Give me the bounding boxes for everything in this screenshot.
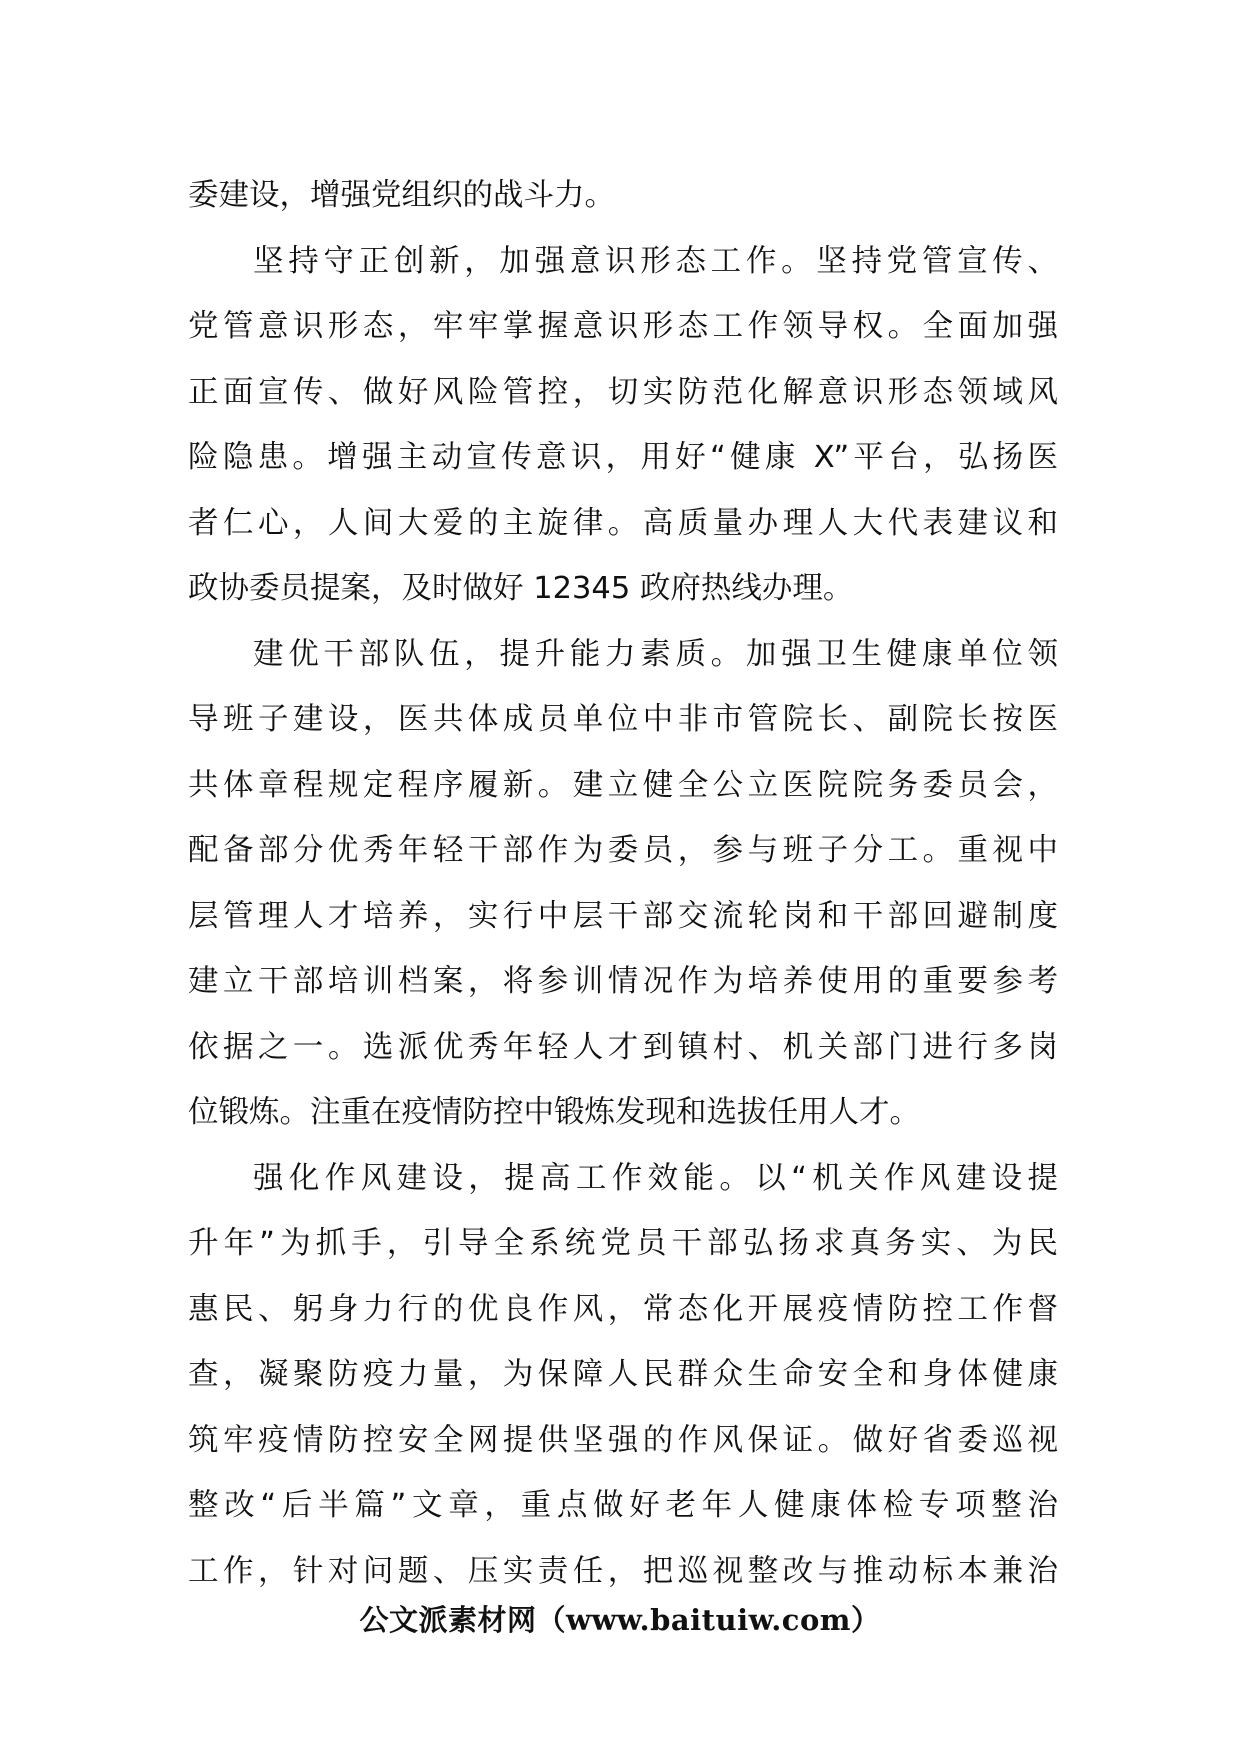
text-line: 导班子建设，医共体成员单位中非市管院长、副院长按医	[188, 702, 1058, 737]
text-line: 配备部分优秀年轻干部作为委员，参与班子分工。重视中	[188, 833, 1058, 868]
document-body	[188, 163, 1058, 1604]
text-line: 位锻炼。注重在疫情防控中锻炼发现和选拔任用人才。	[188, 1095, 920, 1130]
text-line: 升年”为抓手，引导全系统党员干部弘扬求真务实、为民	[188, 1226, 1058, 1261]
text-line: 惠民、躬身力行的优良作风，常态化开展疫情防控工作督	[188, 1291, 1058, 1327]
text-line: 者仁心，人间大爱的主旋律。高质量办理人大代表建议和	[188, 505, 1058, 541]
text-line: 正面宣传、做好风险管控，切实防范化解意识形态领域风	[188, 374, 1058, 410]
text-line: 建立干部培训档案，将参训情况作为培养使用的重要参考	[188, 964, 1058, 999]
text-line: 强化作风建设，提高工作效能。以“机关作风建设提	[253, 1160, 1058, 1196]
text-line: 建优干部队伍，提升能力素质。加强卫生健康单位领	[253, 636, 1058, 672]
text-line: 筑牢疫情防控安全网提供坚强的作风保证。做好省委巡视	[188, 1422, 1058, 1458]
text-line: 共体章程规定程序履新。建立健全公立医院院务委员会，	[188, 767, 1058, 803]
text-line: 整改“后半篇”文章，重点做好老年人健康体检专项整治	[188, 1488, 1058, 1523]
text-line: 工作，针对问题、压实责任，把巡视整改与推动标本兼治	[188, 1553, 1058, 1589]
text-line: 层管理人才培养，实行中层干部交流轮岗和干部回避制度	[188, 898, 1058, 934]
text-line: 险隐患。增强主动宣传意识，用好“健康 X”平台，弘扬医	[188, 440, 1058, 475]
text-line: 查，凝聚防疫力量，为保障人民群众生命安全和身体健康	[188, 1357, 1058, 1392]
text-line: 委建设，增强党组织的战斗力。	[188, 178, 615, 213]
text-line: 依据之一。选派优秀年轻人才到镇村、机关部门进行多岗	[188, 1029, 1058, 1065]
text-line: 政协委员提案，及时做好 12345 政府热线办理。	[188, 571, 854, 606]
footer-watermark: 公文派素材网（www.baituiw.com）	[359, 1603, 881, 1637]
text-line: 坚持守正创新，加强意识形态工作。坚持党管宣传、	[253, 243, 1058, 279]
text-line: 党管意识形态，牢牢掌握意识形态工作领导权。全面加强	[188, 309, 1058, 344]
